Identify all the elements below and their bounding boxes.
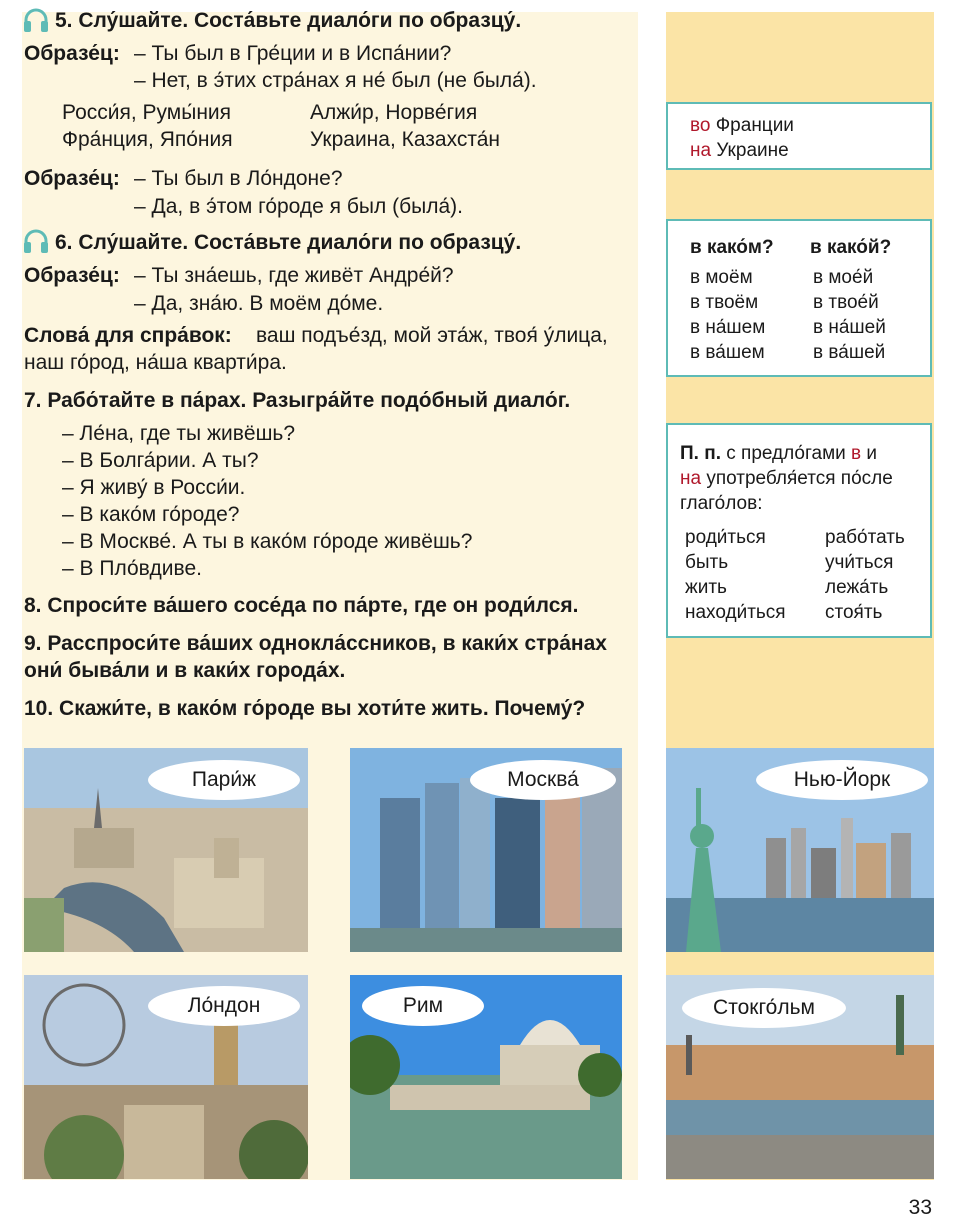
country-pair: Украина, Казахста́н	[310, 128, 501, 151]
pronoun-form: в твоём	[690, 292, 759, 313]
model-label: Образе́ц:	[24, 167, 120, 190]
dialog-line: – В Пло́вдиве.	[62, 557, 202, 580]
page-number: 33	[908, 1196, 932, 1219]
city-label: Ло́ндон	[148, 986, 300, 1026]
dialog-line: – Да, зна́ю. В моём до́ме.	[134, 292, 384, 315]
exercise-9: 9. Расспроси́те ва́ших однокла́ссников, в каки́х стра́нах	[24, 632, 607, 655]
dialog-line: – Ты был в Ло́ндоне?	[134, 167, 343, 190]
pronoun-form: в мое́й	[813, 267, 874, 288]
words-label: Слова́ для спра́вок:	[24, 324, 232, 347]
words-list: наш го́род, на́ша кварти́ра.	[24, 351, 287, 374]
verb: жить	[685, 577, 727, 598]
dialog-line: – Я живу́ в Росси́и.	[62, 476, 246, 499]
pronoun-form: в твое́й	[813, 292, 879, 313]
dialog-line: – В Болга́рии. А ты?	[62, 449, 259, 472]
city-label: Пари́ж	[148, 760, 300, 800]
city-label: Нью-Йорк	[756, 760, 928, 800]
exercise-7-title: 7. Рабо́тайте в па́рах. Разыгра́йте подо́бный диало́г.	[24, 389, 571, 412]
example-line: во Франции	[690, 115, 794, 136]
pronoun-form: в ва́шей	[813, 342, 886, 363]
country-pair: Алжи́р, Норве́гия	[310, 101, 478, 124]
pronoun-form: в моём	[690, 267, 753, 288]
verb: рабо́тать	[825, 527, 905, 548]
rule-line: на употребля́ется по́сле	[680, 468, 893, 489]
grammar-box-prepositions	[666, 102, 932, 170]
rule-line: глаго́лов:	[680, 493, 763, 514]
pronoun-form: в на́шей	[813, 317, 886, 338]
city-label: Москва́	[470, 760, 616, 800]
exercise-9: они́ быва́ли и в каки́х города́х.	[24, 659, 346, 682]
verb: роди́ться	[685, 527, 766, 548]
city-label: Рим	[362, 986, 484, 1026]
dialog-line: – Нет, в э́тих стра́нах я не́ был (не была́).	[134, 69, 537, 92]
headphones-icon[interactable]	[22, 227, 50, 255]
rule-line: П. п. с предло́гами в и	[680, 443, 878, 464]
column-header: в како́м?	[690, 237, 774, 258]
words-list: ваш подъе́зд, мой эта́ж, твоя́ у́лица,	[256, 324, 608, 347]
model-label: Образе́ц:	[24, 42, 120, 65]
model-label: Образе́ц:	[24, 264, 120, 287]
exercise-8: 8. Спроси́те ва́шего сосе́да по па́рте, где он роди́лся.	[24, 594, 579, 617]
city-label: Стокго́льм	[682, 988, 846, 1028]
exercise-10: 10. Скажи́те, в како́м го́роде вы хоти́те жить. Почему́?	[24, 697, 586, 720]
verb: находи́ться	[685, 602, 786, 623]
column-header: в како́й?	[810, 237, 892, 258]
verb: учи́ться	[825, 552, 894, 573]
country-pair: Фра́нция, Япо́ния	[62, 128, 233, 151]
dialog-line: – Ты зна́ешь, где живёт Андре́й?	[134, 264, 454, 287]
dialog-line: – В како́м го́роде?	[62, 503, 240, 526]
dialog-line: – Да, в э́том го́роде я был (была́).	[134, 195, 463, 218]
pronoun-form: в на́шем	[690, 317, 766, 338]
pronoun-form: в ва́шем	[690, 342, 765, 363]
country-pair: Росси́я, Румы́ния	[62, 101, 232, 124]
grammar-box-pronouns	[666, 219, 932, 377]
example-line: на Украине	[690, 140, 789, 161]
dialog-line: – В Москве́. А ты в како́м го́роде живёшь?	[62, 530, 473, 553]
dialog-line: – Ле́на, где ты живёшь?	[62, 422, 296, 445]
headphones-icon[interactable]	[22, 6, 50, 34]
exercise-6-title: 6. Слу́шайте. Соста́вьте диало́ги по образцу́.	[55, 231, 522, 254]
grammar-box-verbs	[666, 423, 932, 638]
verb: лежа́ть	[825, 577, 889, 598]
verb: быть	[685, 552, 729, 573]
verb: стоя́ть	[825, 602, 883, 623]
dialog-line: – Ты был в Гре́ции и в Испа́нии?	[134, 42, 452, 65]
exercise-5-title: 5. Слу́шайте. Соста́вьте диало́ги по образцу́.	[55, 9, 522, 32]
